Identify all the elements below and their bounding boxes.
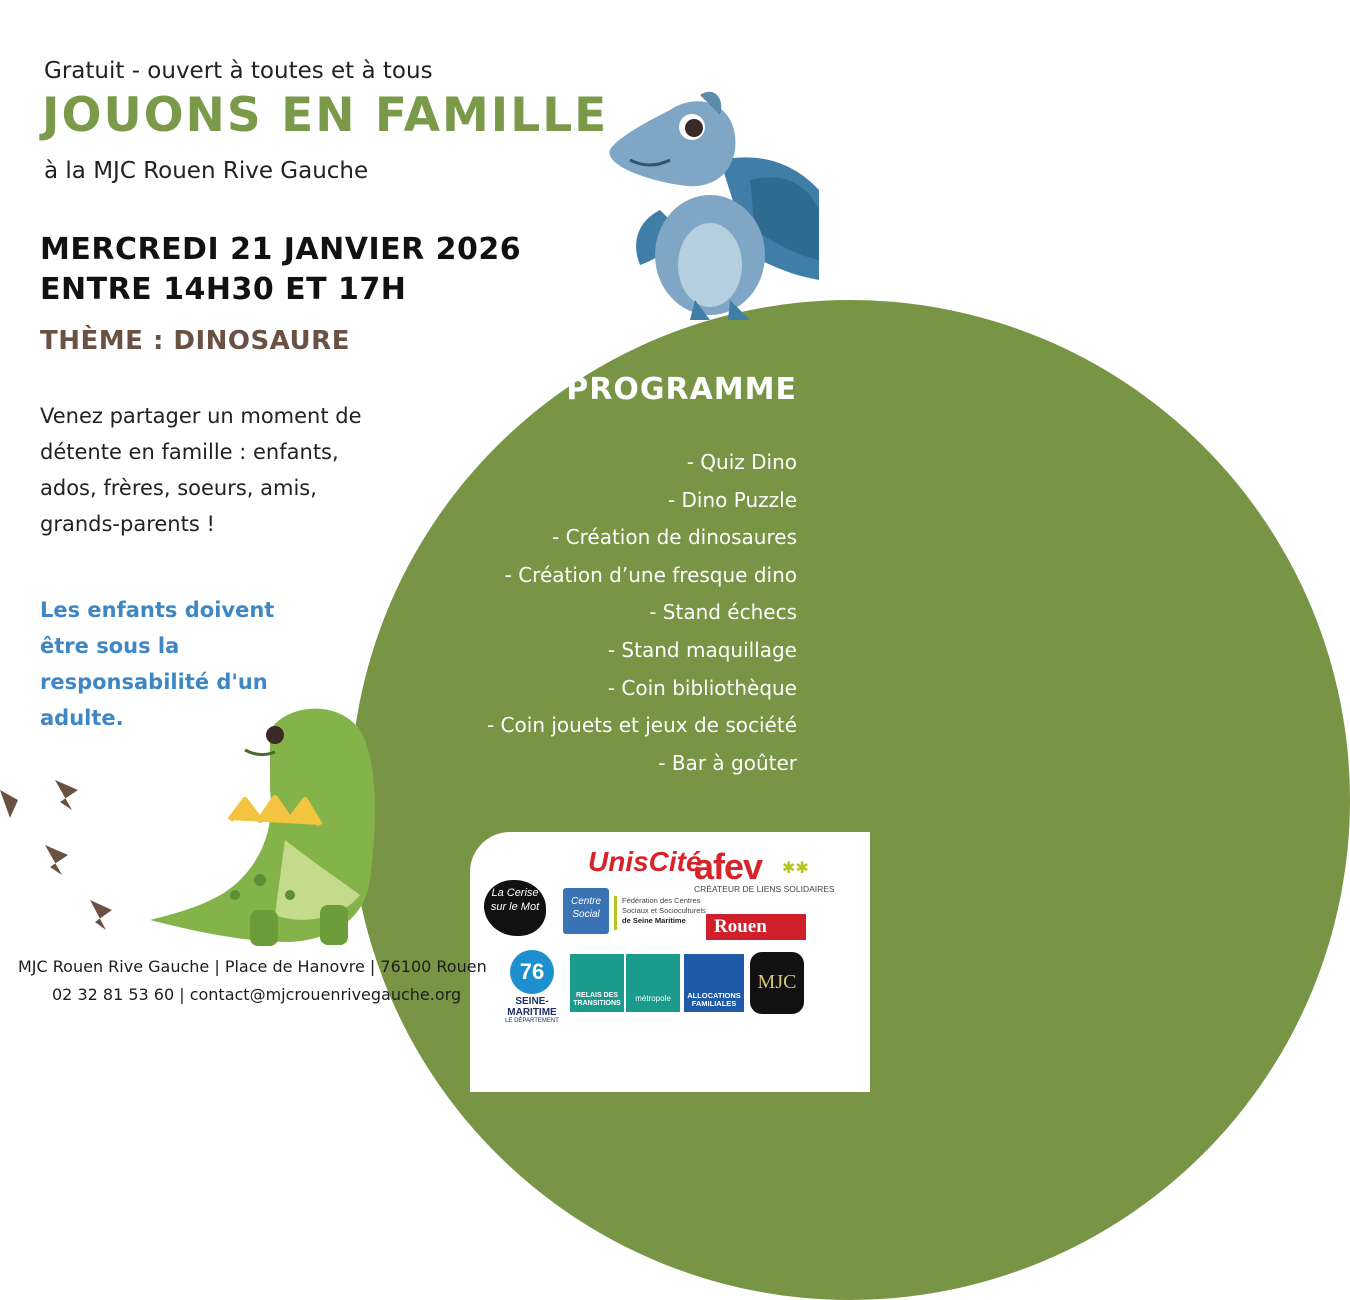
seine-maritime-logo: 76 SEINE-MARITIME LE DÉPARTEMENT — [502, 950, 562, 1024]
afev-logo: afev — [694, 846, 763, 887]
event-date: MERCREDI 21 JANVIER 2026 — [40, 232, 522, 267]
pterodactyl-illustration — [600, 80, 819, 320]
event-time: ENTRE 14H30 ET 17H — [40, 272, 407, 307]
afev-tagline: CRÉATEUR DE LIENS SOLIDAIRES — [694, 884, 835, 894]
programme-item: - Création de dinosaures — [552, 525, 797, 550]
dino-footprints — [0, 770, 130, 940]
programme-list — [487, 444, 797, 782]
programme-item: - Stand maquillage — [607, 637, 797, 662]
programme-item: - Bar à goûter — [658, 750, 797, 775]
programme-item: - Quiz Dino — [686, 450, 797, 474]
programme-title: PROGRAMME — [566, 372, 797, 407]
free-open-subtitle: Gratuit - ouvert à toutes et à tous — [44, 58, 433, 84]
page-title: JOUONS EN FAMILLE — [42, 88, 609, 143]
programme-item: - Coin bibliothèque — [607, 675, 797, 700]
venue-text: à la MJC Rouen Rive Gauche — [44, 158, 369, 184]
centre-social-logo: Centre Social — [563, 888, 609, 934]
uniscite-logo: UnisCité — [588, 846, 702, 877]
child-responsibility-notice: Les enfants doivent être sous la responsabilité d'un adulte. — [40, 598, 275, 730]
intro-paragraph: Venez partager un moment de détente en famille : enfants, ados, frères, soeurs, amis, grands-parents ! — [40, 404, 362, 536]
event-theme: THÈME : DINOSAURE — [40, 326, 350, 356]
programme-item: - Création d’une fresque dino — [504, 562, 797, 587]
relais-des-transitions-logo: RELAIS DES TRANSITIONS — [570, 954, 624, 1012]
mjc-logo: MJC — [750, 952, 804, 1014]
cerise-sur-le-mot-logo: La Cerise sur le Mot — [484, 880, 546, 936]
programme-item: - Stand échecs — [649, 600, 797, 625]
programme-item: - Dino Puzzle — [667, 487, 797, 512]
caf-logo: ALLOCATIONS FAMILIALES — [684, 954, 744, 1012]
federation-text: Fédération des Centres Sociaux et Socioculturels de Seine Maritime — [622, 896, 706, 925]
footer-address: MJC Rouen Rive Gauche | Place de Hanovre | 76100 Rouen — [18, 957, 487, 976]
federation-divider — [614, 896, 617, 930]
rouen-logo: Rouen — [706, 914, 806, 940]
metropole-logo: métropole — [626, 954, 680, 1012]
afev-stars-icon: ✱✱ — [782, 860, 809, 877]
programme-item: - Coin jouets et jeux de société — [486, 713, 797, 738]
footer-contact: 02 32 81 53 60 | contact@mjcrouenrivegauche.org — [52, 985, 462, 1004]
